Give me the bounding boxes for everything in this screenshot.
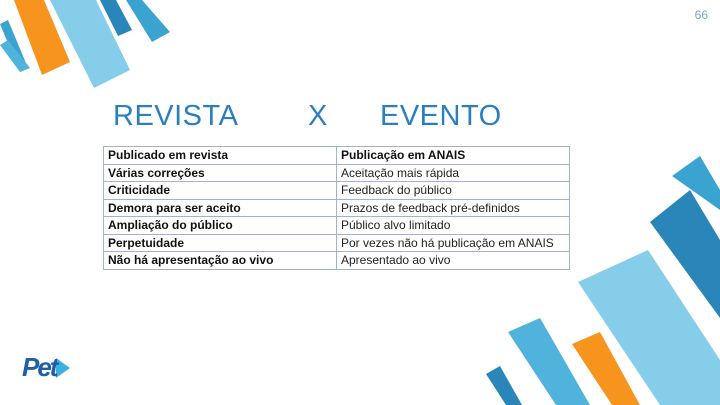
- table-row: [104, 234, 570, 252]
- heading-revista: REVISTA: [113, 100, 239, 132]
- table-cell-evento: Público alvo limitado: [337, 217, 570, 235]
- table-row: [104, 182, 570, 200]
- table-row: [104, 199, 570, 217]
- table-cell-revista: Várias correções: [104, 164, 337, 182]
- logo-arrow-icon: [56, 358, 70, 378]
- table-cell-revista: Ampliação do público: [104, 217, 337, 235]
- page-number: 66: [694, 8, 708, 22]
- table-row: [104, 164, 570, 182]
- pet-logo: [22, 352, 72, 386]
- stripe-bottom-blue-mid-1: [508, 318, 590, 405]
- table-header-revista: Publicado em revista: [104, 147, 337, 165]
- table-cell-evento: Prazos de feedback pré-definidos: [337, 199, 570, 217]
- table-row: [104, 217, 570, 235]
- table-cell-revista: Criticidade: [104, 182, 337, 200]
- table-cell-revista: Perpetuidade: [104, 234, 337, 252]
- table-header-anais: Publicação em ANAIS: [337, 147, 570, 165]
- comparison-table: [103, 146, 570, 270]
- logo-text: Pet: [22, 352, 57, 382]
- table-cell-revista: Demora para ser aceito: [104, 199, 337, 217]
- table-cell-revista: Não há apresentação ao vivo: [104, 252, 337, 270]
- table-row: [104, 252, 570, 270]
- table-cell-evento: Por vezes não há publicação em ANAIS: [337, 234, 570, 252]
- table-cell-evento: Feedback do público: [337, 182, 570, 200]
- heading-evento: EVENTO: [380, 100, 502, 132]
- stripe-bottom-blue-dark-1: [486, 366, 522, 405]
- stripe-top-blue-mid-2: [126, 0, 170, 42]
- table-cell-evento: Apresentado ao vivo: [337, 252, 570, 270]
- heading-versus: X: [308, 100, 328, 132]
- table-header-row: [104, 147, 570, 165]
- table-cell-evento: Aceitação mais rápida: [337, 164, 570, 182]
